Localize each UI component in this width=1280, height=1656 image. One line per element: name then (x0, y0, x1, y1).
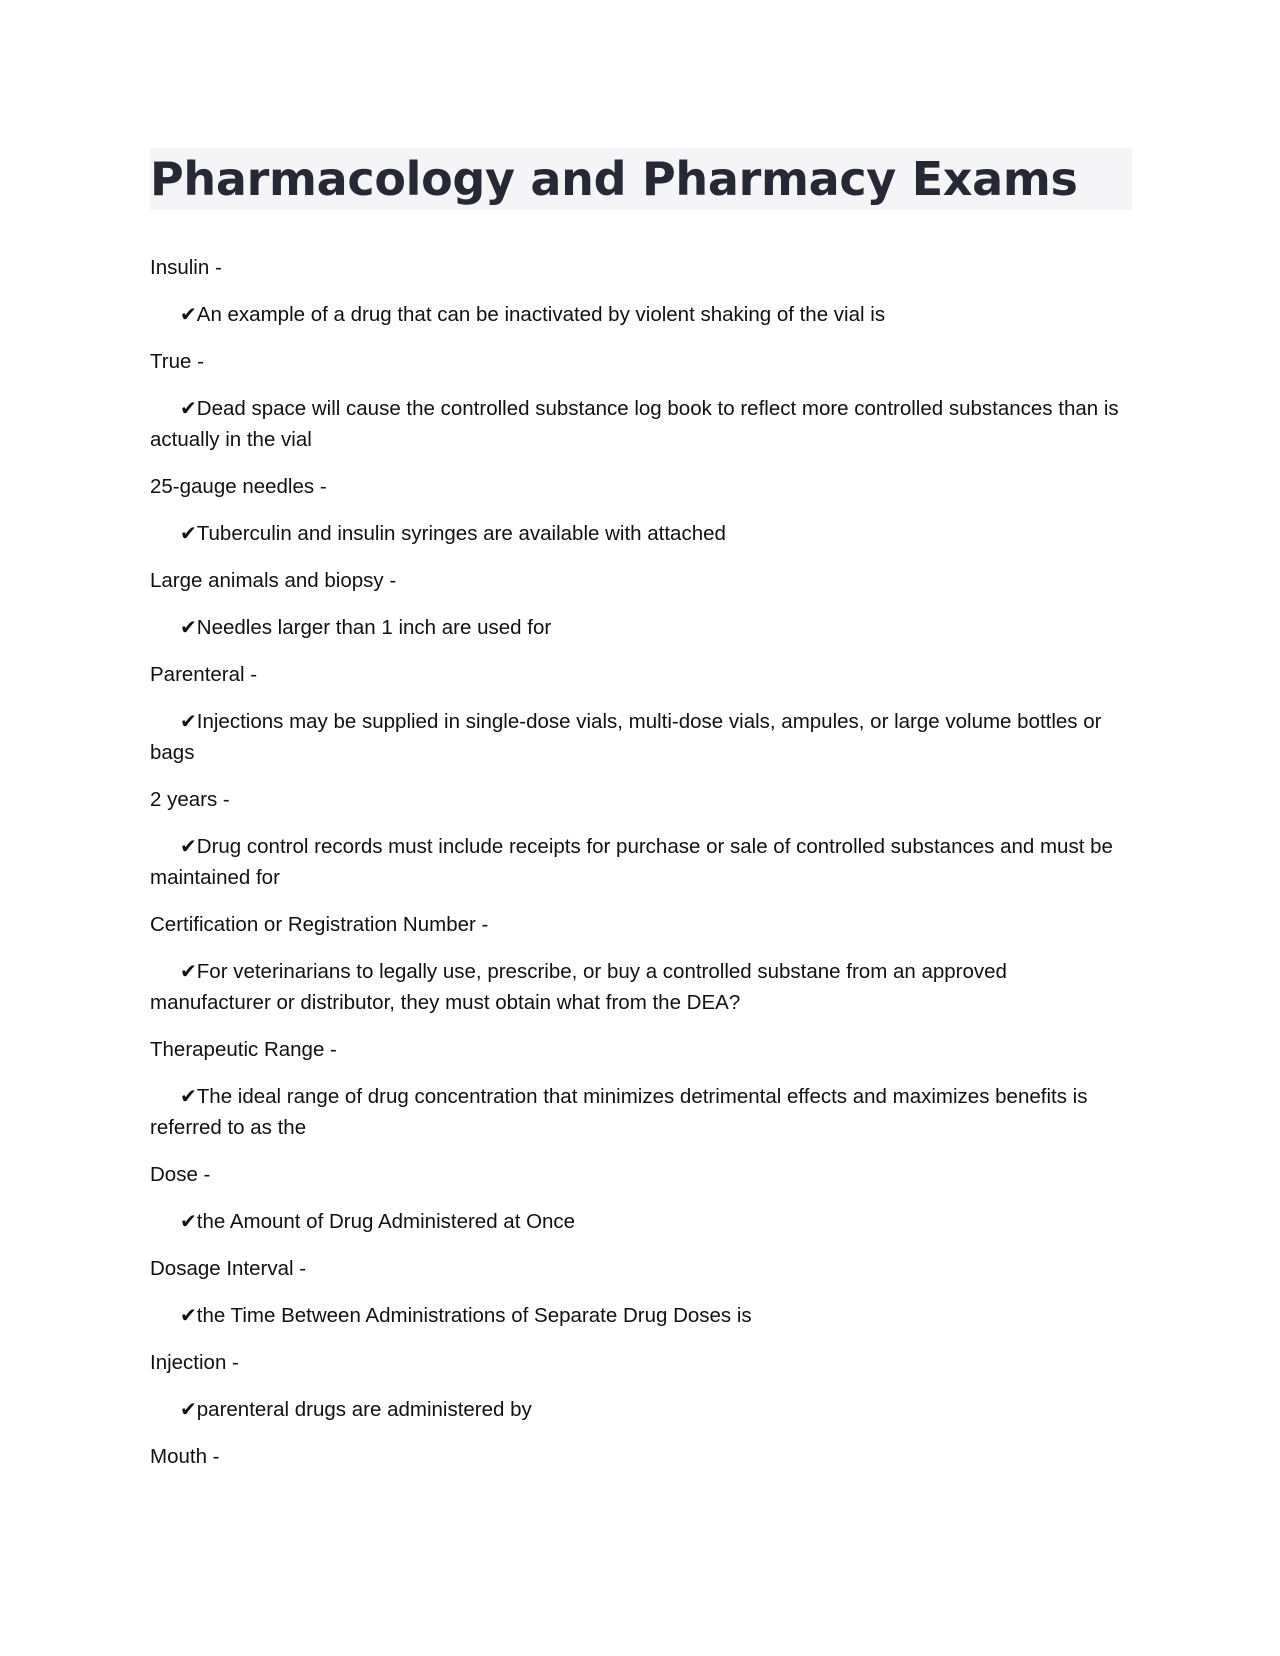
checkmark-icon: ✔ (180, 1084, 197, 1108)
question-label: Needles larger than 1 inch are used for (196, 616, 552, 639)
checkmark-icon: ✔ (180, 1303, 197, 1327)
answer-term: True - (150, 350, 204, 373)
answer-term: Dosage Interval - (150, 1257, 307, 1280)
answer-term: Therapeutic Range - (150, 1038, 337, 1061)
question-label: Injections may be supplied in single-dose vials, multi-dose vials, ampules, or large volume bottles or bags (150, 710, 1102, 764)
question-text (150, 299, 1132, 346)
question-label: The ideal range of drug concentration that minimizes detrimental effects and maximizes benefits is referred to as the (150, 1085, 1088, 1139)
answer-term: 2 years - (150, 788, 230, 811)
question-text (150, 1206, 1132, 1253)
question-text (150, 1394, 1132, 1441)
list-item (150, 565, 1132, 659)
answer-term: Insulin - (150, 256, 222, 279)
question-label: Dead space will cause the controlled substance log book to reflect more controlled substances than is actually in the vial (150, 397, 1119, 451)
checkmark-icon: ✔ (180, 396, 197, 420)
question-text (150, 956, 1132, 1034)
question-text (150, 1300, 1132, 1347)
question-label: the Time Between Administrations of Separate Drug Doses is (196, 1304, 752, 1327)
question-text (150, 706, 1132, 784)
answer-term: Mouth - (150, 1445, 220, 1468)
checkmark-icon: ✔ (180, 834, 197, 858)
question-text (150, 1081, 1132, 1159)
checkmark-icon: ✔ (180, 615, 197, 639)
answer-term: Certification or Registration Number - (150, 913, 489, 936)
answer-term: Dose - (150, 1163, 211, 1186)
question-text (150, 831, 1132, 909)
question-label: Drug control records must include receipts for purchase or sale of controlled substances and must be maintained for (150, 835, 1113, 889)
page-title: Pharmacology and Pharmacy Exams (150, 148, 1132, 210)
list-item (150, 252, 1132, 346)
answer-term: Injection - (150, 1351, 239, 1374)
list-item (150, 346, 1132, 471)
list-item (150, 471, 1132, 565)
checkmark-icon: ✔ (180, 1209, 197, 1233)
list-item (150, 1347, 1132, 1441)
question-label: parenteral drugs are administered by (196, 1398, 532, 1421)
question-label: the Amount of Drug Administered at Once (196, 1210, 576, 1233)
list-item (150, 784, 1132, 909)
checkmark-icon: ✔ (180, 1397, 197, 1421)
answer-term: Large animals and biopsy - (150, 569, 397, 592)
list-item (150, 1441, 1132, 1488)
list-item (150, 1034, 1132, 1159)
question-label: An example of a drug that can be inactivated by violent shaking of the vial is (196, 303, 886, 326)
question-text (150, 393, 1132, 471)
list-item (150, 1159, 1132, 1253)
question-text (150, 518, 1132, 565)
list-item (150, 909, 1132, 1034)
question-label: For veterinarians to legally use, prescribe, or buy a controlled substane from an approved manufacturer or distributor, they must obtain what from the DEA? (150, 960, 1007, 1014)
answer-term: 25-gauge needles - (150, 475, 327, 498)
checkmark-icon: ✔ (180, 709, 197, 733)
checkmark-icon: ✔ (180, 959, 197, 983)
checkmark-icon: ✔ (180, 302, 197, 326)
answer-term: Parenteral - (150, 663, 258, 686)
question-label: Tuberculin and insulin syringes are available with attached (196, 522, 726, 545)
list-item (150, 659, 1132, 784)
document-page (150, 148, 1132, 1488)
checkmark-icon: ✔ (180, 521, 197, 545)
list-item (150, 1253, 1132, 1347)
flashcard-list (150, 252, 1132, 1488)
question-text (150, 612, 1132, 659)
